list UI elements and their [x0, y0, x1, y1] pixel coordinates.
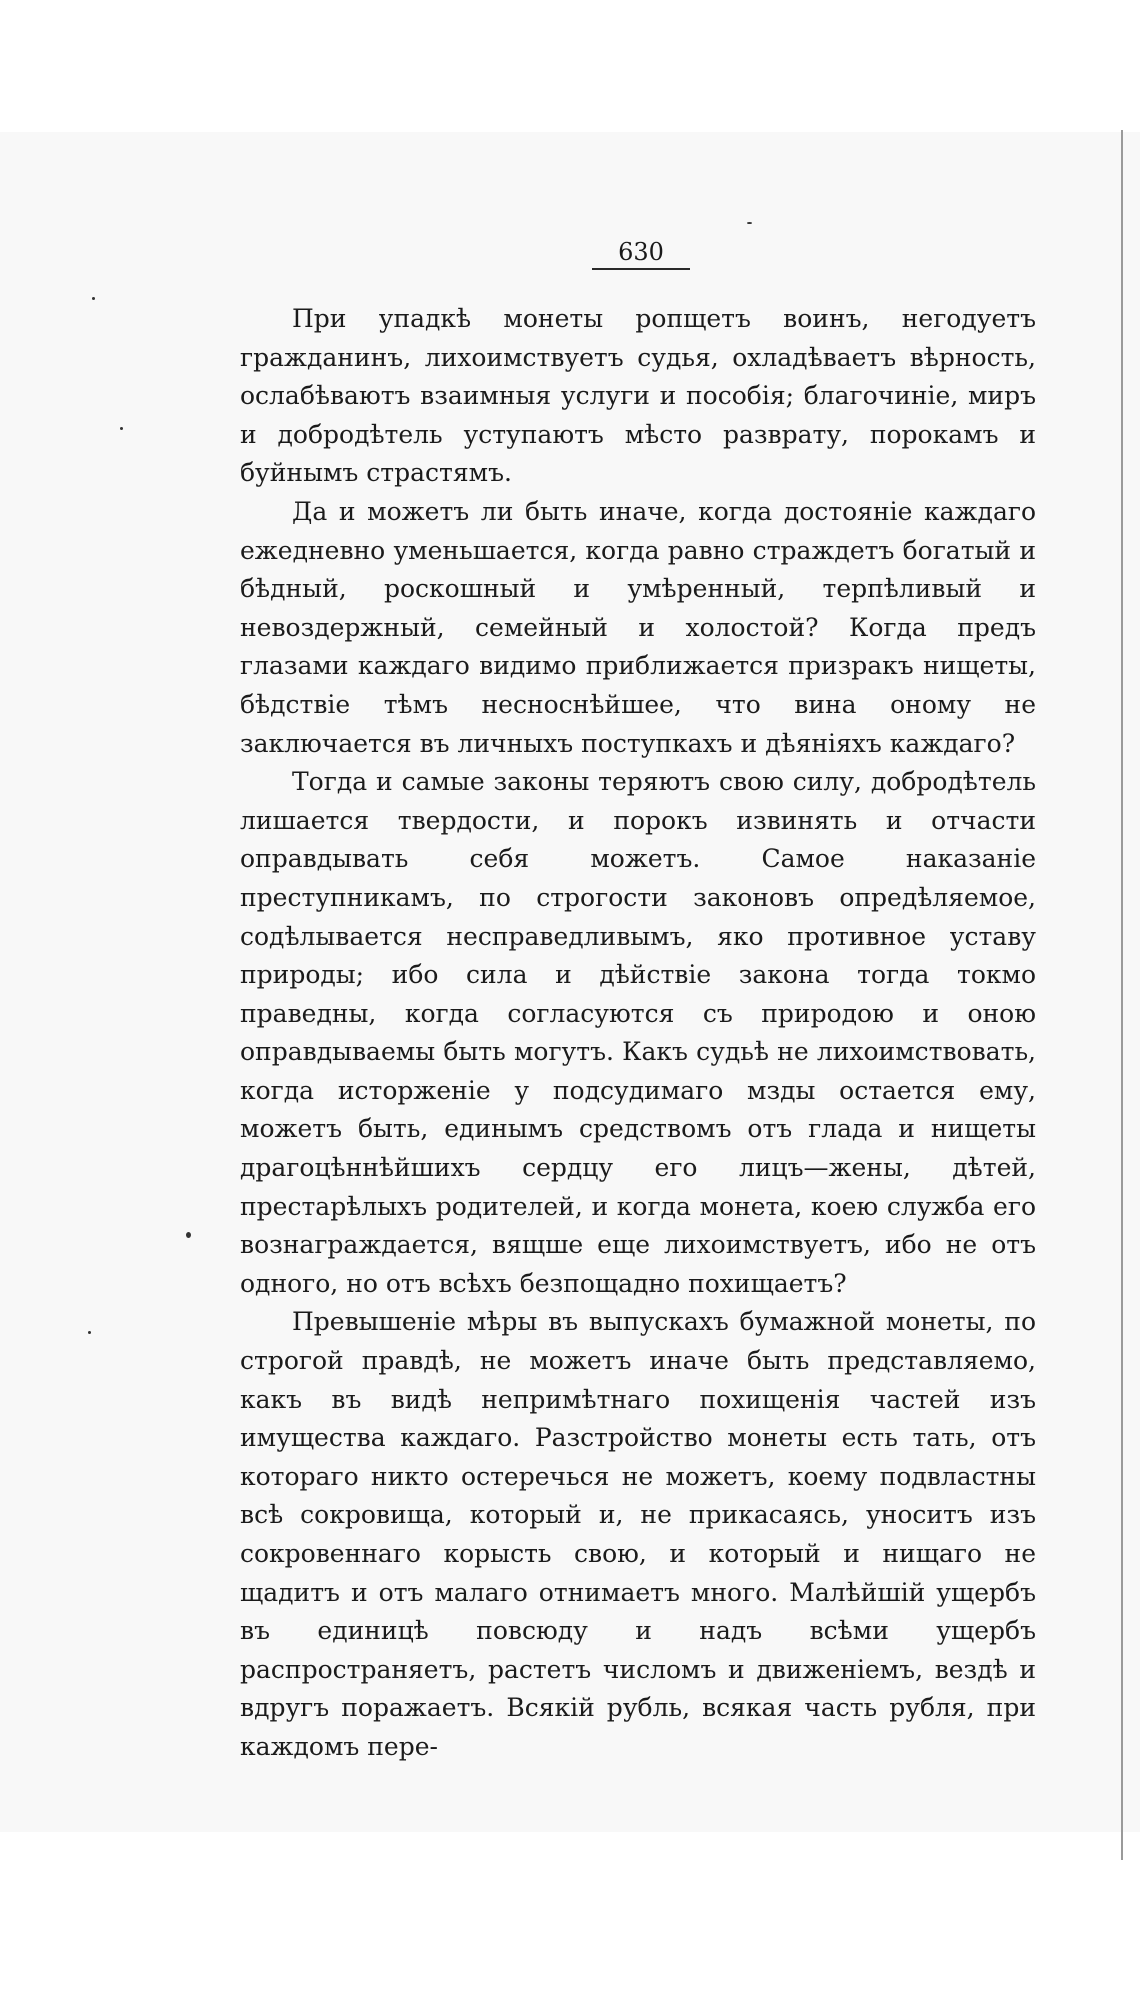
scan-speck — [747, 222, 752, 224]
scan-speck — [186, 1232, 191, 1238]
scan-speck — [88, 1331, 91, 1334]
scan-speck — [92, 297, 95, 300]
paragraph-2: Да и можетъ ли быть иначе, когда достояніе каждаго ежедневно уменьшается, когда равно страждетъ богатый и бѣдный, роскошный и умѣренный, терпѣливый и невоздержный, семейный и холостой? Когда предъ глазами каждаго видимо приближается призракъ нищеты, бѣдствіе тѣмъ несноснѣйшее, что вина оному не заключается въ личныхъ поступкахъ и дѣяніяхъ каждаго? — [240, 496, 1036, 758]
page-number: 630 — [618, 238, 664, 266]
page-edge-line — [1121, 130, 1123, 1860]
scan-speck — [120, 427, 123, 430]
paragraph-3: Тогда и самые законы теряютъ свою силу, добродѣтель лишается твердости, и порокъ извинять и отчасти оправдывать себя можетъ. Самое наказаніе преступникамъ, по строгости законовъ опредѣляемое, содѣлывается несправедливымъ, яко противное уставу природы; ибо сила и дѣйствіе закона тогда токмо праведны, когда согласуются съ природою и оною оправдываемы быть могутъ. Какъ судьѣ не лихоимствовать, когда исторженіе у подсудимаго мзды остается ему, можетъ быть, единымъ средствомъ отъ глада и нищеты драгоцѣннѣйшихъ сердцу его лицъ—жены, дѣтей, престарѣлыхъ родителей, и когда монета, коею служба его вознаграждается, вящше еще лихоимствуетъ, ибо не отъ одного, но отъ всѣхъ безпощадно похищаетъ? — [240, 767, 1036, 1298]
page-number-underline — [592, 268, 690, 270]
paragraph-1: При упадкѣ монеты ропщетъ воинъ, негодуетъ гражданинъ, лихоимствуетъ судья, охладѣваетъ вѣрность, ослабѣваютъ взаимныя услуги и пособія; благочиніе, миръ и добродѣтель уступаютъ мѣсто разврату, порокамъ и буйнымъ страстямъ. — [240, 304, 1036, 488]
body-text — [240, 300, 1036, 1767]
paragraph-4: Превышеніе мѣры въ выпускахъ бумажной монеты, по строгой правдѣ, не можетъ иначе быть представляемо, какъ въ видѣ непримѣтнаго похищенія частей изъ имущества каждаго. Разстройство монеты есть тать, отъ котораго никто остеречься не можетъ, коему подвластны всѣ сокровища, который и, не прикасаясь, уноситъ изъ сокровеннаго корысть свою, и который и нищаго не щадитъ и отъ малаго отнимаетъ много. Малѣйшій ущербъ въ единицѣ повсюду и надъ всѣми ущербъ распространяетъ, растетъ числомъ и движеніемъ, вездѣ и вдругъ поражаетъ. Всякій рубль, всякая часть рубля, при каждомъ пере- — [240, 1307, 1036, 1761]
